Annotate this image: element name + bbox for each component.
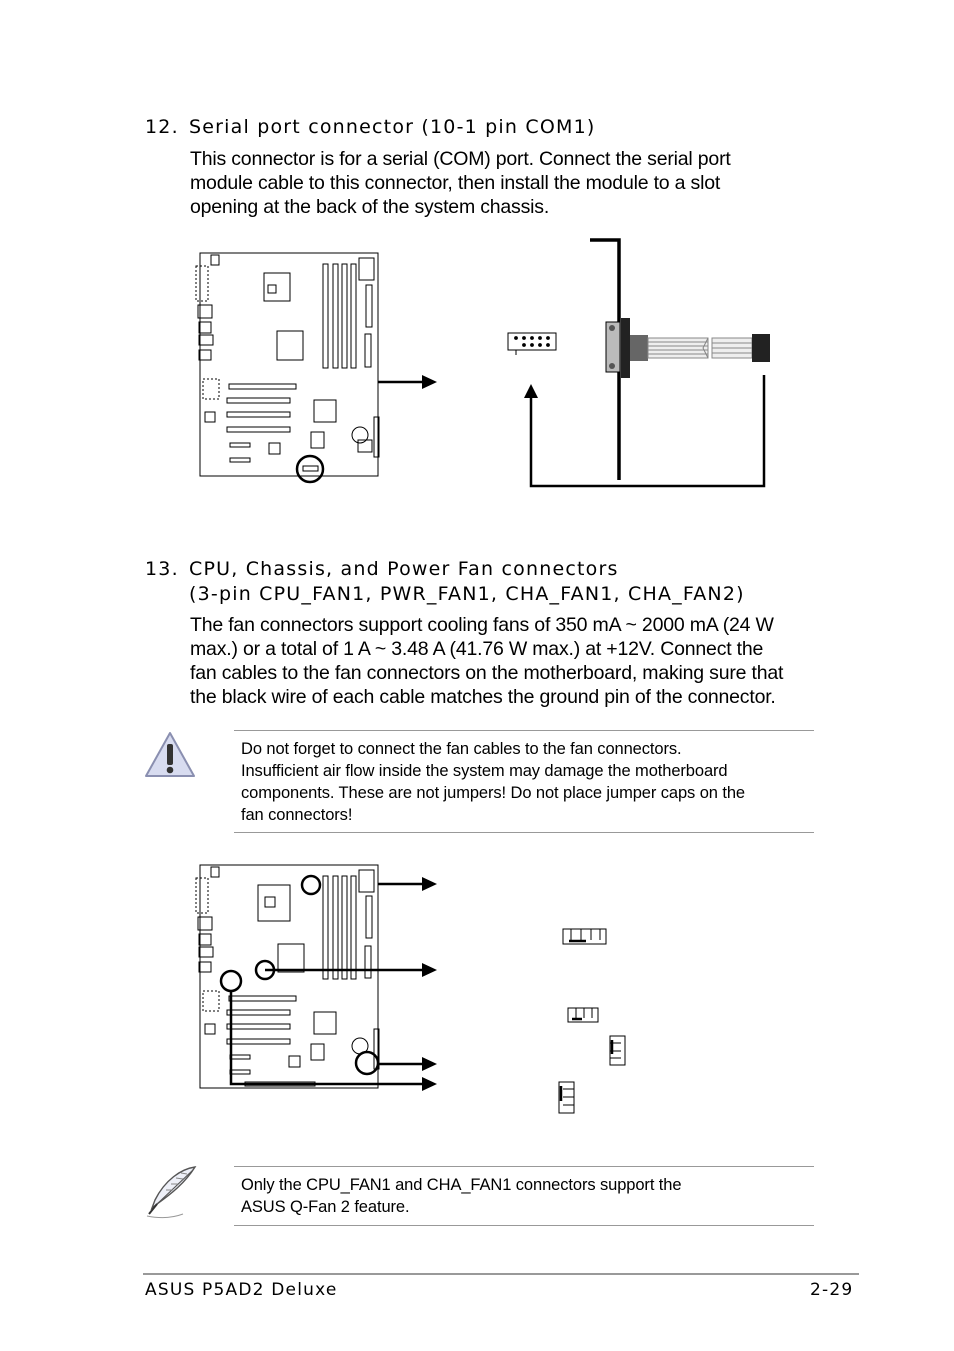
note-bottom-rule (234, 1225, 814, 1226)
fan-pin-header-icons (559, 929, 625, 1113)
section-13-number: 13. (145, 558, 179, 580)
section-12-line-2: module cable to this connector, then install the module to a slot (190, 172, 721, 194)
section-12-title: Serial port connector (10-1 pin COM1) (189, 116, 596, 138)
section-13-subheading (189, 583, 745, 605)
section-13-line-2: max.) or a total of 1 A ~ 3.48 A (41.76 W max.) at +12V. Connect the (190, 638, 764, 660)
com-pointer-arrow (378, 375, 437, 389)
cha-fan2-header-icon (559, 1082, 574, 1113)
com1-pin-header-icon (508, 333, 556, 355)
warning-line-1: Do not forget to connect the fan cables to the fan connectors. (241, 740, 682, 758)
section-12-heading (145, 116, 596, 138)
fan-location-markers (221, 876, 378, 1074)
note-top-rule (234, 1166, 814, 1167)
warning-line-3: components. These are not jumpers! Do not place jumper caps on the (241, 784, 745, 802)
fan-pointer-arrows (231, 884, 424, 1084)
pwr-fan1-header-icon (568, 1008, 598, 1022)
motherboard-layout-com (196, 253, 379, 476)
motherboard-layout-fans (196, 865, 379, 1088)
footer-rule (143, 1273, 859, 1275)
note-line-2: ASUS Q-Fan 2 feature. (241, 1198, 410, 1216)
section-13-line-1: The fan connectors support cooling fans of 350 mA ~ 2000 mA (24 W (190, 614, 774, 636)
com-connection-line (524, 375, 764, 486)
cpu-fan1-header-icon (563, 929, 606, 944)
section-12-number: 12. (145, 116, 179, 138)
section-13-heading (145, 558, 619, 580)
cha-fan2-marker (221, 971, 241, 991)
section-13-line-3: fan cables to the fan connectors on the motherboard, making sure that (190, 662, 784, 684)
section-13-title-line-1: CPU, Chassis, and Power Fan connectors (189, 558, 619, 580)
warning-top-rule (234, 730, 814, 731)
warning-line-4: fan connectors! (241, 806, 353, 824)
cha-fan1-marker (356, 1052, 378, 1074)
section-13-line-4: the black wire of each cable matches the ground pin of the connector. (190, 686, 776, 708)
section-12-line-3: opening at the back of the system chassis. (190, 196, 550, 218)
com-bracket-module-icon (590, 240, 770, 480)
footer-product-name: ASUS P5AD2 Deluxe (145, 1280, 338, 1300)
cpu-fan1-marker (302, 876, 320, 894)
feather-quill-icon (143, 1164, 199, 1220)
pwr-fan1-marker (256, 961, 274, 979)
warning-line-2: Insufficient air flow inside the system may damage the motherboard (241, 762, 728, 780)
warning-triangle-icon (143, 730, 197, 780)
footer-page-number: 2-29 (810, 1280, 854, 1300)
section-12-line-1: This connector is for a serial (COM) port. Connect the serial port (190, 148, 731, 170)
cha-fan1-header-icon (610, 1036, 625, 1065)
fan-arrow-heads (422, 877, 437, 1091)
section-13-title-line-2: (3-pin CPU_FAN1, PWR_FAN1, CHA_FAN1, CHA_FAN2) (189, 583, 745, 605)
com1-location-marker (297, 456, 323, 482)
warning-bottom-rule (234, 832, 814, 833)
note-line-1: Only the CPU_FAN1 and CHA_FAN1 connectors support the (241, 1176, 682, 1194)
